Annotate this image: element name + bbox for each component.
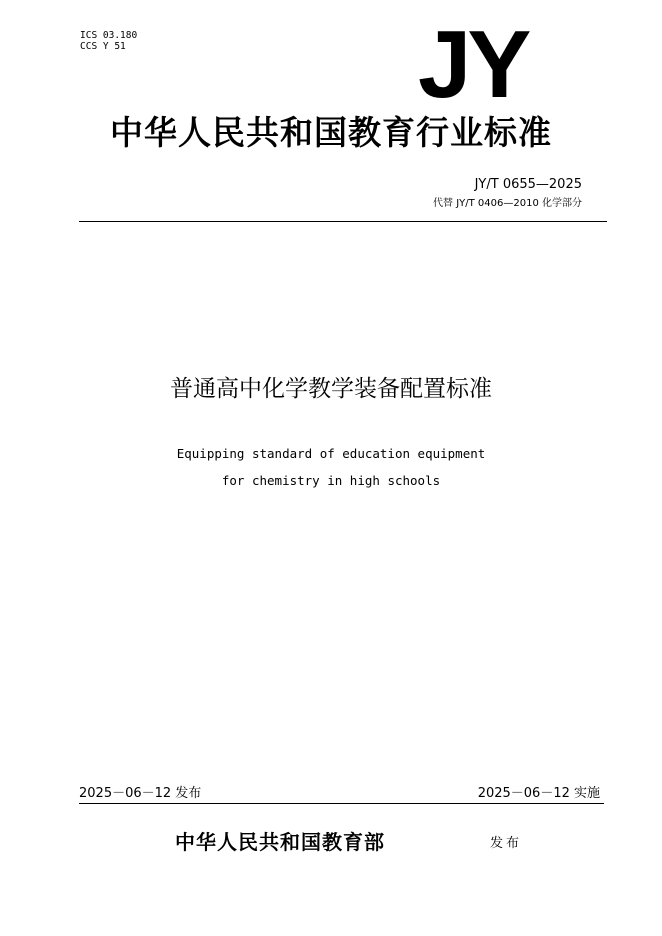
ics-code: ICS 03.180 bbox=[80, 30, 138, 41]
issuing-authority: 中华人民共和国教育部 bbox=[175, 830, 385, 854]
english-title-line-1: Equipping standard of education equipment bbox=[176, 446, 486, 461]
jy-logo: JY bbox=[418, 11, 528, 118]
english-title-line-2: for chemistry in high schools bbox=[221, 473, 441, 488]
ccs-code: CCS Y 51 bbox=[80, 41, 126, 52]
document-title: 普通高中化学教学装备配置标准 bbox=[170, 376, 492, 402]
top-divider bbox=[79, 221, 607, 222]
classification-codes bbox=[80, 30, 137, 52]
issued-label: 发布 bbox=[490, 836, 523, 851]
implement-date: 2025－06－12 实施 bbox=[477, 786, 600, 801]
bottom-divider bbox=[79, 803, 604, 804]
replaces-note: 代替 JY/T 0406—2010 化学部分 bbox=[433, 198, 582, 209]
standard-number: JY/T 0655—2025 bbox=[474, 177, 582, 192]
publish-date: 2025－06－12 发布 bbox=[79, 786, 202, 801]
standard-category: 中华人民共和国教育行业标准 bbox=[110, 113, 552, 152]
